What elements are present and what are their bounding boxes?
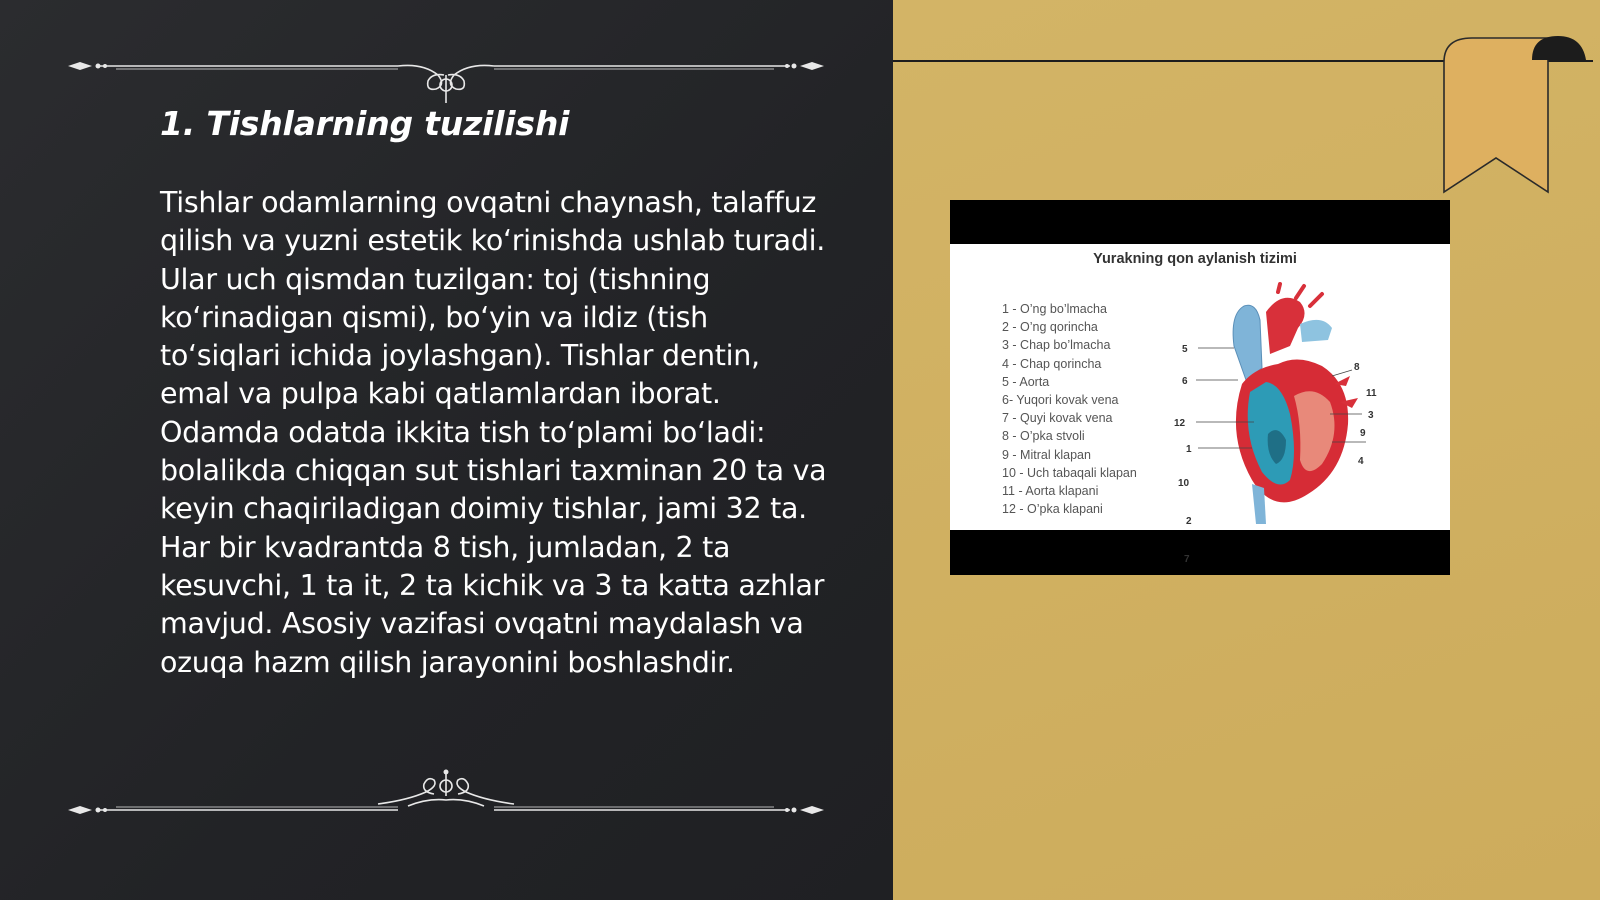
callout-label: 10 (1178, 478, 1190, 489)
legend-item: 8 - O’pka stvoli (1002, 429, 1085, 444)
legend-item: 9 - Mitral klapan (1002, 447, 1091, 462)
slide-title: 1. Tishlarning tuzilishi (160, 104, 570, 143)
callout-label: 7 (1184, 554, 1190, 565)
legend-item: 7 - Quyi kovak vena (1002, 411, 1113, 426)
callout-label: 8 (1354, 362, 1360, 373)
top-ornament-divider (68, 45, 824, 105)
legend-item: 12 - O’pka klapani (1002, 502, 1103, 517)
figure-legend (1002, 300, 1137, 518)
bookmark-ribbon-decoration (1436, 34, 1600, 200)
callout-label: 11 (1366, 388, 1377, 399)
callout-label: 1 (1186, 444, 1192, 455)
callout-label: 2 (1186, 516, 1192, 527)
slide-body-paragraph: Tishlar odamlarning ovqatni chaynash, talaffuz qilish va yuzni estetik ko‘rinishda ushlab turadi. Ular uch qismdan tuzilgan: toj (tishning ko‘rinadigan qismi), bo‘yin va ildiz (tish to‘siqlari ichida joylashgan). Tishlar dentin, emal va pulpa kabi qatlamlardan iborat. Odamda odatda ikkita tish to‘plami bo‘ladi: bolalikda chiqqan sut tishlari taxminan 20 ta va keyin chaqiriladigan doimiy tishlar, jami 32 ta. Har bir kvadrantda 8 tish, jumladan, 2 ta kesuvchi, 1 ta it, 2 ta kichik va 3 ta katta azhlar mavjud. Asosiy vazifasi ovqatni maydalash va ozuqa hazm qilish jarayonini boshlashdir. (160, 186, 827, 679)
legend-item: 5 - Aorta (1002, 374, 1050, 389)
callout-label: 12 (1174, 418, 1186, 429)
legend-item: 10 - Uch tabaqali klapan (1002, 465, 1137, 480)
figure-title: Yurakning qon aylanish tizimi (1093, 251, 1297, 267)
callout-label: 9 (1360, 428, 1366, 439)
callout-label: 6 (1182, 376, 1188, 387)
callout-label: 3 (1368, 410, 1374, 421)
callout-label: 4 (1358, 456, 1364, 467)
figure-canvas (950, 244, 1450, 565)
legend-item: 3 - Chap bo’lmacha (1002, 338, 1111, 353)
legend-item: 2 - O’ng qorincha (1002, 320, 1098, 335)
legend-item: 6- Yuqori kovak vena (1002, 392, 1119, 407)
callout-label: 5 (1182, 344, 1188, 355)
heart-diagram-figure (950, 200, 1450, 575)
legend-item: 1 - O’ng bo’lmacha (1002, 302, 1107, 316)
heart-illustration (1174, 284, 1402, 565)
legend-item: 11 - Aorta klapani (1002, 483, 1099, 498)
bottom-ornament-divider (68, 770, 824, 830)
legend-item: 4 - Chap qorincha (1002, 356, 1102, 371)
